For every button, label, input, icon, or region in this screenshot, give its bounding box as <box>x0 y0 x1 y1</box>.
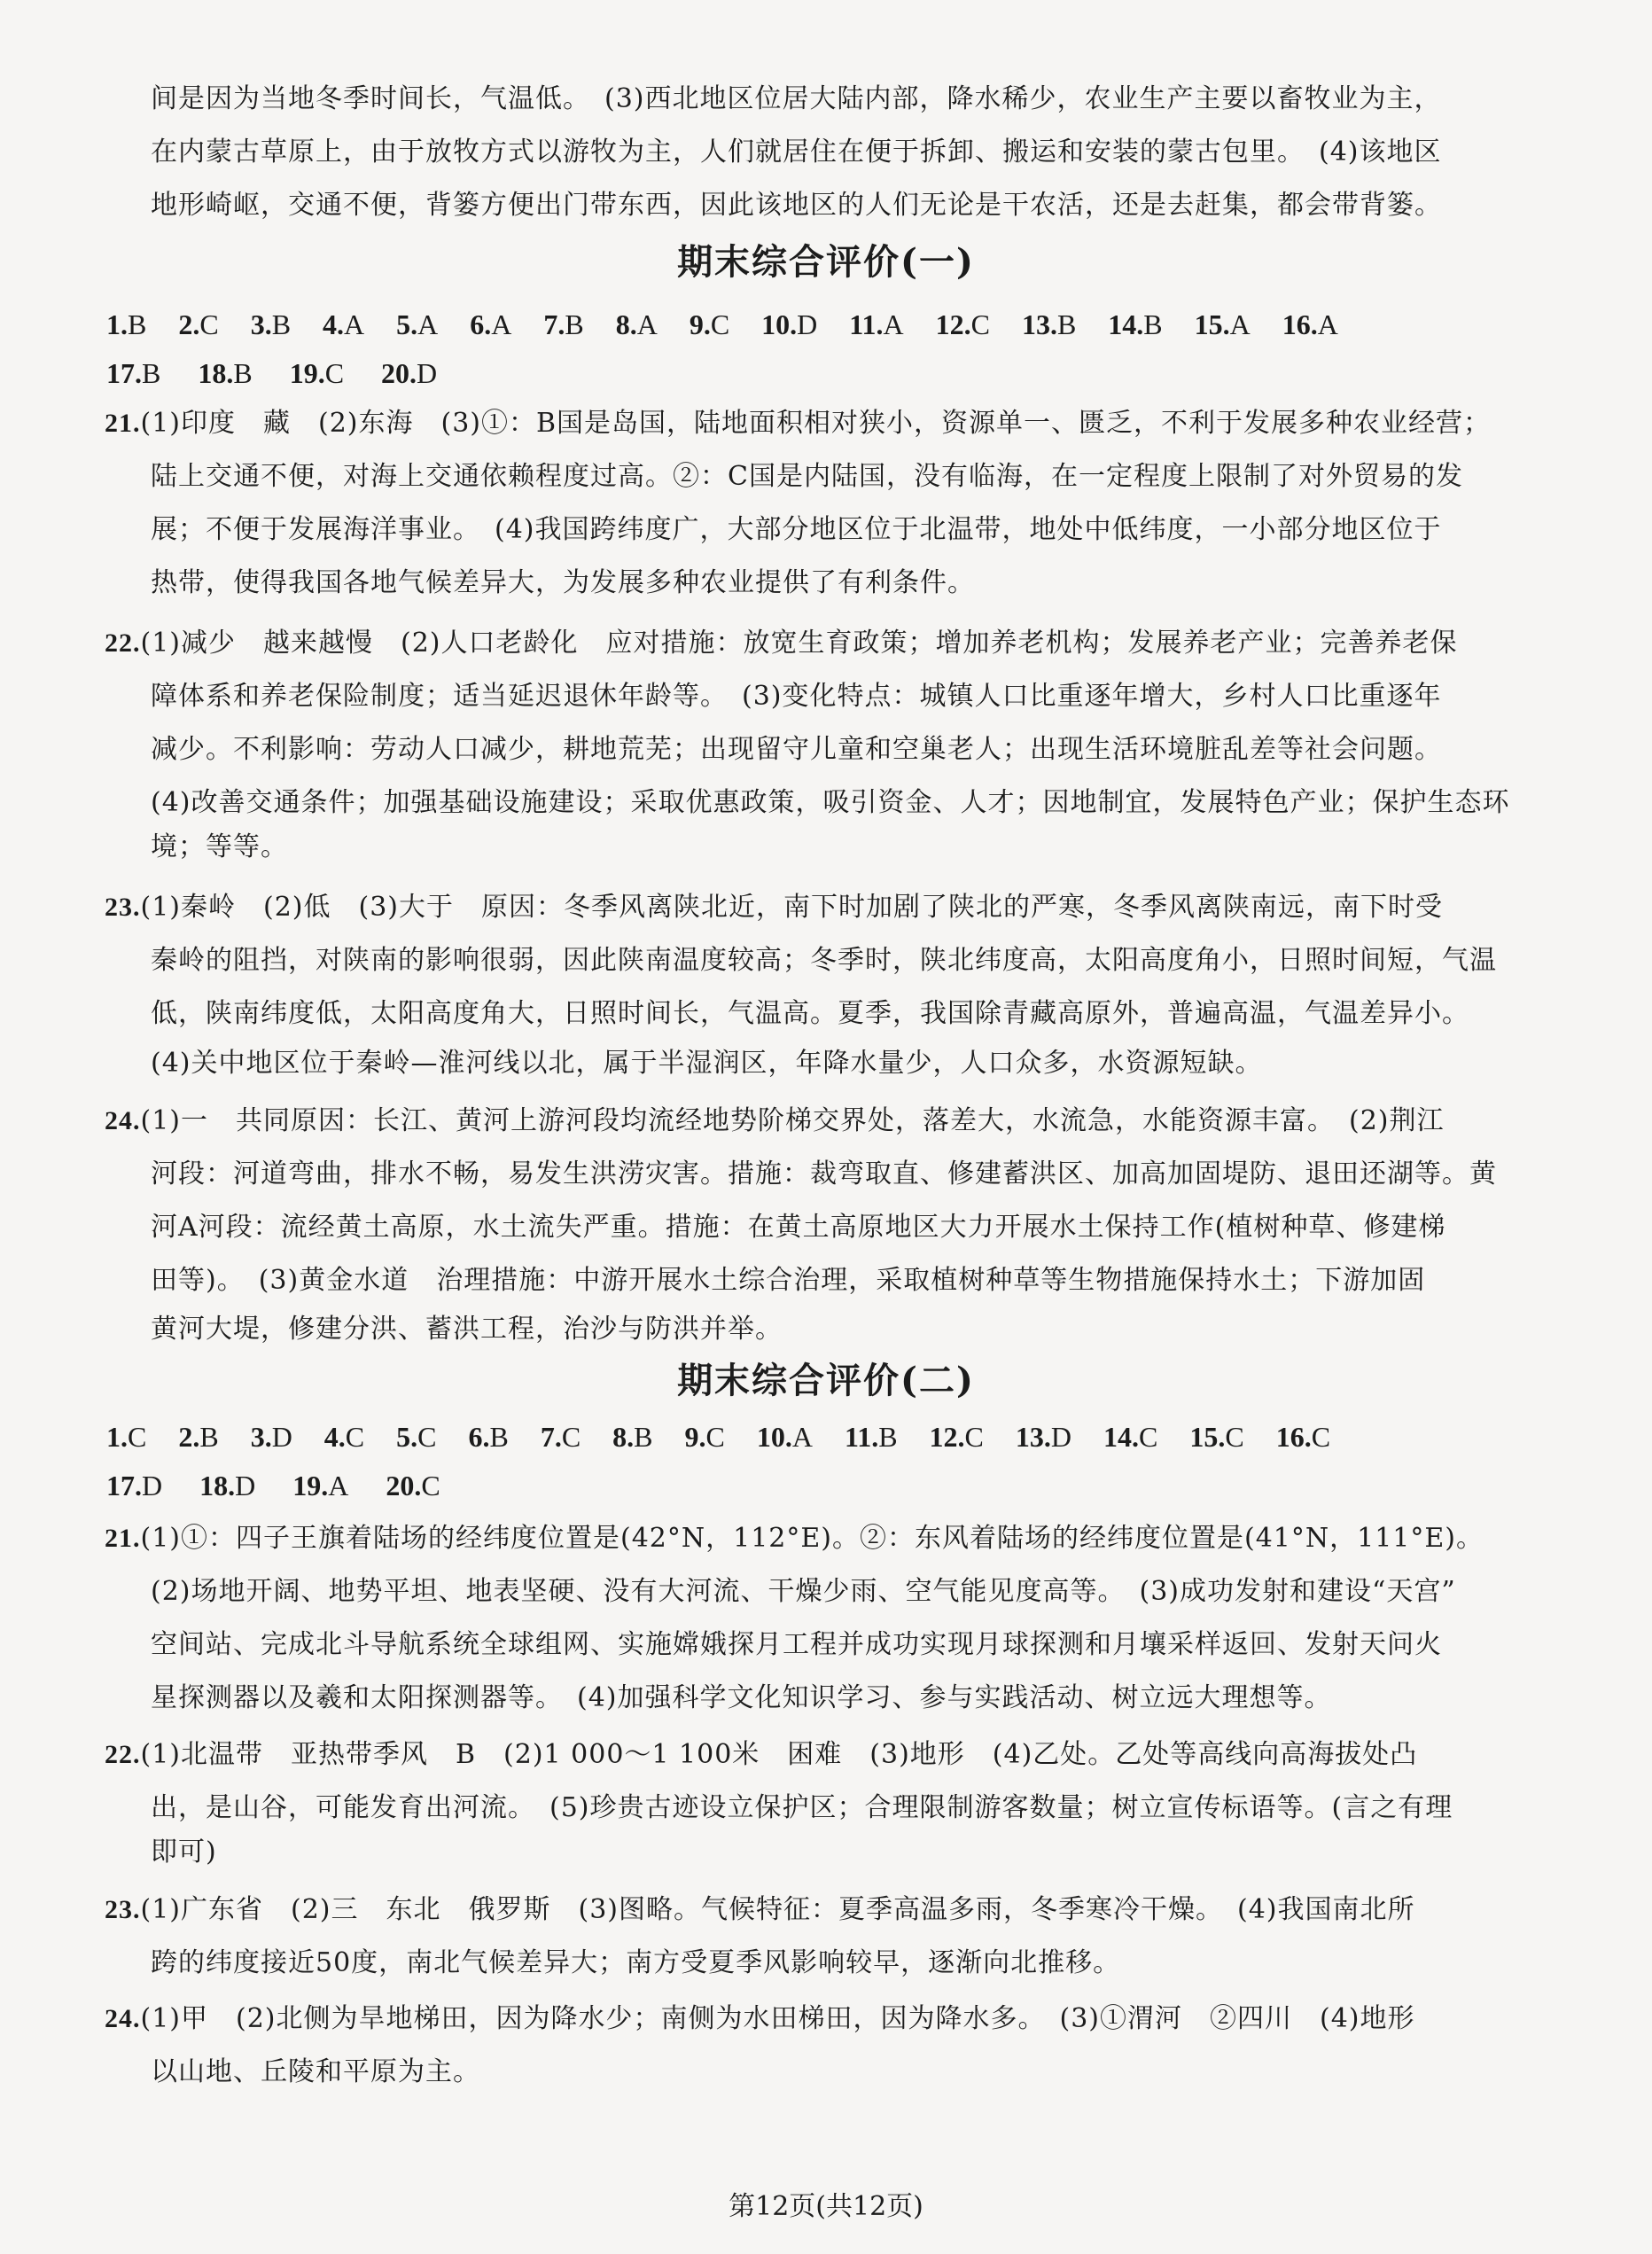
mc-answers-row <box>106 1467 1595 1504</box>
mc-answer <box>541 1418 581 1455</box>
mc-answer-choice: B <box>199 1421 219 1453</box>
question-number: 22. <box>105 1740 141 1769</box>
answer-text: (1)北温带 亚热带季风 B (2)1 000～1 100米 困难 (3)地形 (4)乙处。乙处等高线向高海拔处凸 <box>140 1739 1418 1770</box>
mc-answer-choice: C <box>1139 1421 1158 1453</box>
page-number: 第12页(共12页) <box>729 2191 923 2222</box>
q24-line: 田等)。 (3)黄金水道 治理措施：中游开展水土综合治理，采取植树种草等生物措施保持水土；下游加固 <box>151 1265 1426 1296</box>
q23-line <box>105 890 1469 925</box>
intro-line: 间是因为当地冬季时间长，气温低。 (3)西北地区位居大陆内部，降水稀少，农业生产主要以畜牧业为主， <box>151 83 1442 114</box>
question-number: 21. <box>105 1524 141 1553</box>
mc-answer-choice: B <box>1143 308 1163 340</box>
question-number: 24. <box>105 2004 141 2033</box>
mc-answer-number: 9. <box>689 308 711 340</box>
mc-answer-number: 6. <box>468 1421 490 1453</box>
mc-answer-number: 16. <box>1282 308 1318 340</box>
answer-text: (1)一 共同原因：长江、黄河上游河段均流经地势阶梯交界处，落差大，水流急，水能资源丰富。 (2)荆江 <box>140 1105 1445 1136</box>
mc-answer <box>178 1418 218 1455</box>
mc-answer-number: 20. <box>381 357 417 389</box>
q24-line: 河A河段：流经黄土高原，水土流失严重。措施：在黄土高原地区大力开展水土保持工作(植树种草、修建梯 <box>151 1212 1446 1243</box>
section-title: 期末综合评价(一) <box>677 241 975 283</box>
mc-answer-choice: C <box>970 308 990 340</box>
q21-line: (2)场地开阔、地势平坦、地表坚硬、没有大河流、干燥少雨、空气能见度高等。 (3)成功发射和建设“天宫” <box>151 1576 1456 1607</box>
mc-answer-choice: A <box>636 308 658 340</box>
mc-answer-number: 12. <box>929 1421 965 1453</box>
question-number: 23. <box>105 893 141 922</box>
q21-line: 陆上交通不便，对海上交通依赖程度过高。②：C国是内陆国，没有临海，在一定程度上限制了对外贸易的发 <box>151 461 1463 492</box>
mc-answer <box>386 1467 440 1504</box>
mc-answer-choice: C <box>421 1470 440 1501</box>
mc-answer <box>543 306 583 343</box>
mc-answer-number: 20. <box>386 1470 422 1501</box>
mc-answer-choice: D <box>235 1470 256 1501</box>
answer-text: (1)减少 越来越慢 (2)人口老龄化 应对措施：放宽生育政策；增加养老机构；发展养老产业；完善养老保 <box>140 628 1458 659</box>
mc-answer-number: 17. <box>106 1470 142 1501</box>
mc-answer-choice: A <box>491 308 512 340</box>
mc-answer-number: 7. <box>540 1421 562 1453</box>
mc-answer <box>930 1418 984 1455</box>
mc-answer <box>198 355 252 392</box>
mc-answer <box>1108 306 1162 343</box>
mc-answer <box>292 1467 348 1504</box>
mc-answer <box>690 306 729 343</box>
q24-line <box>105 2001 1469 2037</box>
q21-line: 热带，使得我国各地气候差异大，为发展多种农业提供了有利条件。 <box>151 567 975 598</box>
mc-answer <box>178 306 218 343</box>
mc-answer-choice: C <box>561 1421 581 1453</box>
mc-answer <box>106 306 146 343</box>
mc-answer-number: 2. <box>178 1421 200 1453</box>
q24-line: 河段：河道弯曲，排水不畅，易发生洪涝灾害。措施：裁弯取直、修建蓄洪区、加高加固堤防、退田还湖等。黄 <box>151 1158 1497 1189</box>
mc-answers-row <box>106 1418 1595 1455</box>
mc-answer <box>323 306 364 343</box>
mc-answer-choice: D <box>417 357 438 389</box>
mc-answer-choice: A <box>1317 308 1338 340</box>
mc-answer <box>845 1418 898 1455</box>
mc-answer-number: 12. <box>935 308 971 340</box>
mc-answer <box>761 306 817 343</box>
mc-answer-choice: B <box>565 308 584 340</box>
mc-answer-choice: B <box>271 308 292 340</box>
q24-line: 以山地、丘陵和平原为主。 <box>151 2056 480 2087</box>
mc-answer <box>396 306 438 343</box>
mc-answer <box>1282 306 1338 343</box>
mc-answer <box>106 1467 162 1504</box>
mc-answer <box>468 1418 508 1455</box>
q22-line <box>105 626 1469 661</box>
question-number: 24. <box>105 1106 141 1135</box>
mc-answer <box>1276 1418 1330 1455</box>
section-title: 期末综合评价(二) <box>677 1360 975 1401</box>
mc-answer-number: 5. <box>396 1421 418 1453</box>
answer-text: (1)广东省 (2)三 东北 俄罗斯 (3)图略。气候特征：夏季高温多雨，冬季寒冷干燥。 (4)我国南北所 <box>140 1894 1415 1925</box>
mc-answer <box>1016 1418 1071 1455</box>
mc-answer-number: 13. <box>1021 308 1057 340</box>
q21-line: 星探测器以及羲和太阳探测器等。 (4)加强科学文化知识学习、参与实践活动、树立远大理想等。 <box>151 1682 1332 1713</box>
mc-answer <box>251 1418 292 1455</box>
mc-answer-number: 4. <box>323 1421 346 1453</box>
mc-answer-choice: C <box>199 308 219 340</box>
mc-answer-number: 10. <box>761 308 798 340</box>
mc-answers-row <box>106 355 1595 392</box>
q23-line: 低，陕南纬度低，太阳高度角大，日照时间长，气温高。夏季，我国除青藏高原外，普遍高温，气温差异小。 <box>151 998 1469 1029</box>
mc-answer-number: 1. <box>106 308 128 340</box>
mc-answer <box>290 355 344 392</box>
q23-line: 秦岭的阻挡，对陕南的影响很弱，因此陕南温度较高；冬季时，陕北纬度高，太阳高度角小，日照时间短，气温 <box>151 945 1497 976</box>
mc-answer-choice: B <box>878 1421 898 1453</box>
q21-line: 空间站、完成北斗导航系统全球组网、实施嫦娥探月工程并成功实现月球探测和月壤采样返回、发射天问火 <box>151 1629 1442 1660</box>
answer-text: (1)甲 (2)北侧为旱地梯田，因为降水少；南侧为水田梯田，因为降水多。 (3)①渭河 ②四川 (4)地形 <box>140 2003 1415 2034</box>
mc-answer-number: 5. <box>396 308 418 340</box>
mc-answer-choice: B <box>634 1421 653 1453</box>
answer-text: (1)印度 藏 (2)东海 (3)①：B国是岛国，陆地面积相对狭小，资源单一、匮乏，不利于发展多种农业经营； <box>140 408 1492 439</box>
mc-answer-number: 17. <box>106 357 142 389</box>
mc-answer-number: 15. <box>1194 308 1230 340</box>
mc-answer <box>757 1418 813 1455</box>
mc-answer-choice: A <box>417 308 439 340</box>
mc-answer-number: 19. <box>292 1470 329 1501</box>
q21-line <box>105 406 1492 441</box>
mc-answer-choice: B <box>489 1421 509 1453</box>
mc-answer <box>324 1418 364 1455</box>
intro-line: 地形崎岖，交通不便，背篓方便出门带东西，因此该地区的人们无论是干农活，还是去赶集，都会带背篓。 <box>151 190 1442 221</box>
mc-answer-choice: D <box>797 308 818 340</box>
intro-line: 在内蒙古草原上，由于放牧方式以游牧为主，人们就居住在便于拆卸、搬运和安装的蒙古包里。 (4)该地区 <box>151 136 1442 168</box>
q22-line: 出，是山谷，可能发育出河流。 (5)珍贵古迹设立保护区；合理限制游客数量；树立宣传标语等。(言之有理 <box>151 1792 1453 1823</box>
mc-answer-choice: C <box>128 1421 147 1453</box>
q24-line <box>105 1104 1469 1139</box>
mc-answer-number: 2. <box>178 308 200 340</box>
mc-answer-number: 13. <box>1015 1421 1051 1453</box>
mc-answer-choice: D <box>271 1421 292 1453</box>
answer-text: (1)①：四子王旗着陆场的经纬度位置是(42°N，112°E)。②：东风着陆场的经纬度位置是(41°N，111°E)。 <box>140 1523 1484 1554</box>
q23-line: 跨的纬度接近50度，南北气候差异大；南方受夏季风影响较早，逐渐向北推移。 <box>151 1947 1121 1978</box>
mc-answer-choice: C <box>1311 1421 1331 1453</box>
mc-answer-number: 6. <box>470 308 492 340</box>
mc-answer <box>612 1418 652 1455</box>
q22-line <box>105 1737 1469 1773</box>
mc-answer-number: 14. <box>1108 308 1144 340</box>
mc-answer <box>1022 306 1076 343</box>
mc-answer <box>199 1467 255 1504</box>
mc-answer-choice: C <box>1225 1421 1244 1453</box>
q22-line: 即可) <box>151 1837 217 1868</box>
mc-answer-number: 8. <box>615 308 637 340</box>
mc-answer-choice: C <box>964 1421 984 1453</box>
mc-answer-number: 16. <box>1275 1421 1312 1453</box>
mc-answers-row <box>106 306 1595 343</box>
mc-answer-number: 15. <box>1189 1421 1226 1453</box>
mc-answer-number: 18. <box>199 1470 236 1501</box>
mc-answer-choice: A <box>328 1470 349 1501</box>
mc-answer-number: 4. <box>323 308 345 340</box>
mc-answer-choice: C <box>710 308 730 340</box>
mc-answer-number: 3. <box>250 1421 272 1453</box>
mc-answer-number: 19. <box>289 357 325 389</box>
mc-answer-choice: A <box>791 1421 813 1453</box>
answer-text: (1)秦岭 (2)低 (3)大于 原因：冬季风离陕北近，南下时加剧了陕北的严寒，冬季风离陕南远，南下时受 <box>140 892 1443 923</box>
mc-answer-number: 3. <box>250 308 272 340</box>
q21-line <box>105 1521 1484 1556</box>
mc-answer <box>396 1418 436 1455</box>
mc-answer-choice: B <box>142 357 161 389</box>
mc-answer-number: 14. <box>1103 1421 1139 1453</box>
mc-answer-choice: A <box>344 308 365 340</box>
mc-answer-choice: C <box>324 357 345 389</box>
mc-answer <box>685 1418 725 1455</box>
q23-line <box>105 1892 1469 1928</box>
question-number: 22. <box>105 628 141 658</box>
mc-answer <box>1195 306 1251 343</box>
mc-answer-choice: C <box>345 1421 365 1453</box>
mc-answer <box>470 306 511 343</box>
mc-answer <box>251 306 291 343</box>
mc-answer <box>616 306 658 343</box>
mc-answer-choice: B <box>1056 308 1077 340</box>
mc-answer-number: 8. <box>612 1421 635 1453</box>
mc-answer <box>106 1418 146 1455</box>
mc-answer-choice: A <box>1229 308 1251 340</box>
mc-answer <box>381 355 437 392</box>
mc-answer <box>1189 1418 1243 1455</box>
mc-answer-choice: C <box>705 1421 725 1453</box>
q24-line: 黄河大堤，修建分洪、蓄洪工程，治沙与防洪并举。 <box>151 1314 783 1345</box>
question-number: 21. <box>105 409 141 438</box>
q22-line: 障体系和养老保险制度；适当延迟退休年龄等。 (3)变化特点：城镇人口比重逐年增大，乡村人口比重逐年 <box>151 681 1442 712</box>
q22-line: (4)改善交通条件；加强基础设施建设；采取优惠政策，吸引资金、人才；因地制宜，发展特色产业；保护生态环 <box>151 787 1510 818</box>
mc-answer-choice: D <box>142 1470 163 1501</box>
mc-answer-number: 1. <box>106 1421 128 1453</box>
mc-answer-choice: B <box>233 357 253 389</box>
question-number: 23. <box>105 1895 141 1924</box>
mc-answer-choice: C <box>417 1421 437 1453</box>
mc-answer <box>849 306 903 343</box>
mc-answer <box>936 306 990 343</box>
q21-line: 展；不便于发展海洋事业。 (4)我国跨纬度广，大部分地区位于北温带，地处中低纬度，一小部分地区位于 <box>151 514 1442 545</box>
mc-answer-number: 7. <box>543 308 565 340</box>
mc-answer <box>1103 1418 1157 1455</box>
q22-line: 减少。不利影响：劳动人口减少，耕地荒芜；出现留守儿童和空巢老人；出现生活环境脏乱差等社会问题。 <box>151 734 1442 765</box>
mc-answer-number: 11. <box>844 1421 879 1453</box>
mc-answer-choice: D <box>1050 1421 1071 1453</box>
mc-answer-number: 9. <box>684 1421 706 1453</box>
q22-line: 境；等等。 <box>151 831 288 862</box>
mc-answer-choice: B <box>128 308 147 340</box>
mc-answer-choice: A <box>883 308 904 340</box>
mc-answer-number: 10. <box>756 1421 792 1453</box>
mc-answer-number: 11. <box>849 308 884 340</box>
mc-answer-number: 18. <box>198 357 234 389</box>
q23-line: (4)关中地区位于秦岭—淮河线以北，属于半湿润区，年降水量少，人口众多，水资源短缺。 <box>151 1048 1263 1079</box>
mc-answer <box>106 355 160 392</box>
